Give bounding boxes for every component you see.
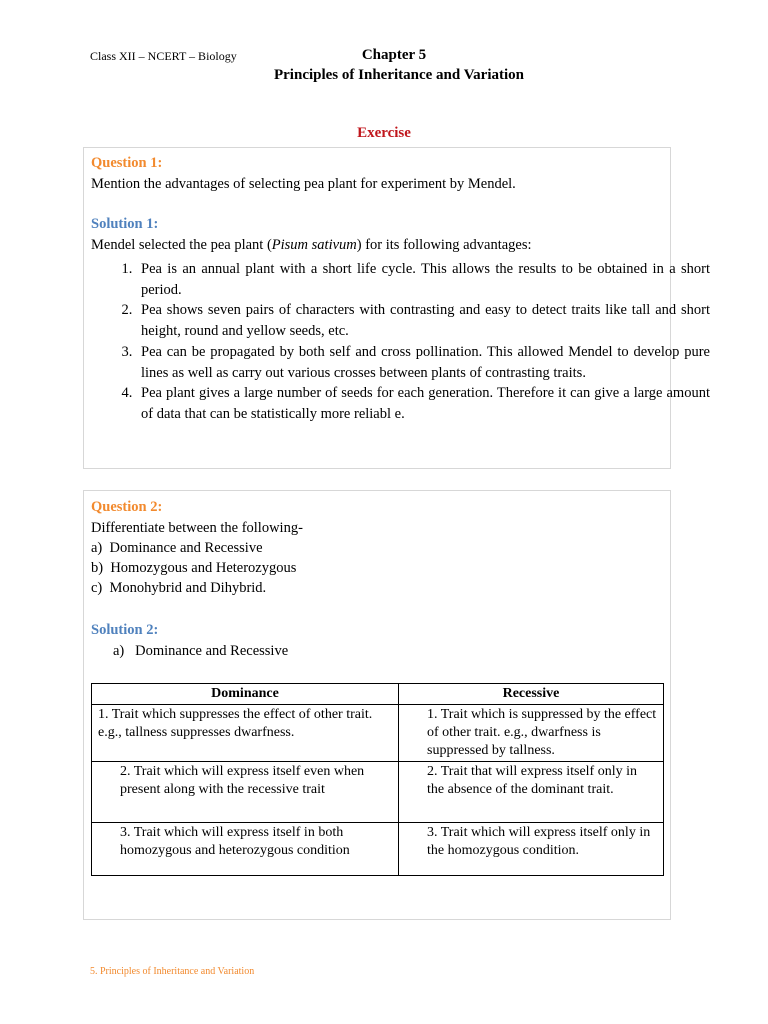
table-cell: 2. Trait which will express itself even when present along with the recessive trait (92, 762, 399, 823)
list-item: 1. Pea is an annual plant with a short life cycle. This allows the results to be obtained in a short period. (136, 259, 710, 300)
scientific-name: Pisum sativum (271, 237, 357, 253)
question-1-box (83, 147, 710, 469)
list-item: 4. Pea plant gives a large number of seeds for each generation. Therefore it can give a large amount of data that can be statistically more reliabl e. (136, 383, 710, 424)
solution-2-subheading: a) Dominance and Recessive (113, 643, 289, 659)
solution-1-heading: Solution 1: (91, 216, 159, 232)
chapter-number: Chapter 5 (361, 47, 427, 63)
table-header-row (92, 684, 664, 705)
list-item: 2. Pea shows seven pairs of characters with contrasting and easy to detect traits like tall and short height, round and yellow seeds, etc. (136, 300, 710, 341)
table-cell: 2. Trait that will express itself only in the absence of the dominant trait. (399, 762, 664, 823)
table-cell: 3. Trait which will express itself in both homozygous and heterozygous condition (92, 823, 399, 876)
header-subject: Class XII – NCERT – Biology (90, 49, 237, 63)
column-header-dominance: Dominance (92, 684, 399, 705)
question-1-text: Mention the advantages of selecting pea plant for experiment by Mendel. (91, 176, 516, 192)
question-2-text: Differentiate between the following- (91, 520, 303, 536)
table-row (92, 823, 664, 876)
column-header-recessive: Recessive (399, 684, 664, 705)
solution-2-heading: Solution 2: (91, 622, 159, 638)
question-2-box (83, 490, 671, 920)
option-b: b) Homozygous and Heterozygous (91, 560, 297, 576)
question-2-heading: Question 2: (91, 499, 163, 515)
solution-1-intro (91, 237, 532, 254)
table-cell: 1. Trait which suppresses the effect of other trait. e.g., tallness suppresses dwarfness. (92, 705, 399, 762)
table-row (92, 705, 664, 762)
page-footer: 5. Principles of Inheritance and Variation (90, 966, 255, 977)
question-1-heading: Question 1: (91, 155, 163, 171)
comparison-table (91, 683, 664, 876)
chapter-title: Principles of Inheritance and Variation (273, 67, 524, 83)
intro-text-after: ) for its following advantages: (356, 237, 532, 253)
option-a: a) Dominance and Recessive (91, 540, 263, 556)
list-item: 3. Pea can be propagated by both self and cross pollination. This allowed Mendel to develop pure lines as well as carry out various crosses between plants of contrasting traits. (136, 342, 710, 383)
exercise-heading: Exercise (357, 125, 411, 141)
option-c: c) Monohybrid and Dihybrid. (91, 580, 267, 596)
table-row (92, 762, 664, 823)
advantages-list (91, 259, 710, 425)
intro-text-before: Mendel selected the pea plant ( (91, 237, 272, 253)
table-cell: 1. Trait which is suppressed by the effect of other trait. e.g., dwarfness is suppressed by tallness. (399, 705, 664, 762)
table-cell: 3. Trait which will express itself only in the homozygous condition. (399, 823, 664, 876)
